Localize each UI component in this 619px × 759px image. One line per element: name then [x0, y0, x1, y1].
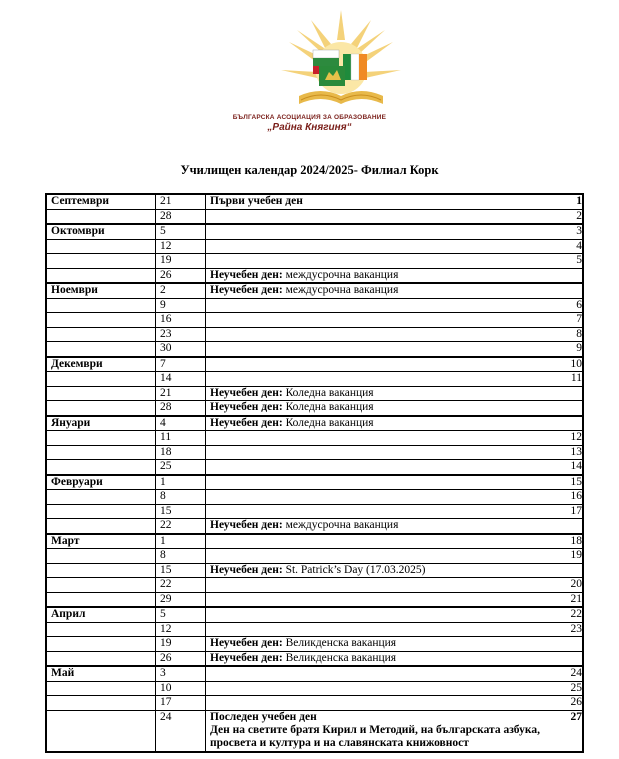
table-row — [46, 592, 583, 607]
month-cell — [46, 563, 156, 578]
note-cell — [206, 254, 584, 269]
day-cell: 12 — [156, 239, 206, 254]
table-row — [46, 504, 583, 519]
day-cell: 21 — [156, 386, 206, 401]
page-title: Училищен календар 2024/2025- Филиал Корк — [180, 163, 439, 177]
month-cell — [46, 681, 156, 696]
note-cell — [206, 475, 584, 490]
week-number: 19 — [570, 549, 582, 561]
note-text: междусрочна ваканция — [282, 519, 399, 531]
table-row — [46, 563, 583, 578]
note-cell — [206, 386, 584, 401]
note-label: Неучебен ден: — [210, 401, 283, 413]
day-cell: 17 — [156, 696, 206, 711]
table-row — [46, 386, 583, 401]
day-cell: 25 — [156, 460, 206, 475]
day-cell: 9 — [156, 298, 206, 313]
note-text: Великденска ваканция — [282, 651, 397, 664]
note-cell — [206, 490, 584, 505]
day-cell: 8 — [156, 549, 206, 564]
day-cell: 1 — [156, 475, 206, 490]
table-row — [46, 651, 583, 666]
note-cell — [206, 283, 584, 298]
day-cell: 14 — [156, 372, 206, 387]
day-cell: 22 — [156, 578, 206, 593]
week-number: 17 — [570, 504, 582, 517]
table-row — [46, 224, 583, 239]
month-cell — [46, 372, 156, 387]
month-cell: Април — [46, 607, 156, 622]
note-text: Коледна ваканция — [282, 401, 374, 413]
day-cell: 29 — [156, 592, 206, 607]
week-number: 21 — [570, 592, 582, 605]
table-row — [46, 372, 583, 387]
note-cell — [206, 578, 584, 593]
table-row — [46, 578, 583, 593]
month-cell — [46, 637, 156, 652]
org-name-line2: „Райна Княгиня“ — [267, 122, 352, 133]
month-cell — [46, 401, 156, 416]
table-row — [46, 298, 583, 313]
day-cell: 15 — [156, 563, 206, 578]
note-cell — [206, 637, 584, 652]
week-number: 16 — [570, 490, 582, 502]
day-cell: 22 — [156, 519, 206, 534]
note-label: Неучебен ден: — [210, 386, 283, 399]
week-number: 13 — [570, 445, 582, 458]
day-cell: 7 — [156, 357, 206, 372]
day-cell: 8 — [156, 490, 206, 505]
table-row — [46, 666, 583, 681]
note-cell — [206, 607, 584, 622]
month-cell — [46, 209, 156, 224]
month-cell — [46, 578, 156, 593]
month-cell — [46, 445, 156, 460]
week-number: 8 — [576, 327, 582, 340]
week-number: 9 — [576, 342, 582, 354]
table-row — [46, 401, 583, 416]
note-cell — [206, 651, 584, 666]
month-cell — [46, 268, 156, 283]
note-cell — [206, 298, 584, 313]
day-cell: 16 — [156, 313, 206, 328]
table-row — [46, 460, 583, 475]
month-cell — [46, 298, 156, 313]
note-label: Неучебен ден: — [210, 519, 283, 531]
last-day-line2: Ден на светите братя Кирил и Методий, на българската азбука, — [210, 723, 540, 736]
note-cell — [206, 342, 584, 357]
table-row — [46, 416, 583, 431]
week-number: 5 — [576, 254, 582, 266]
month-cell — [46, 342, 156, 357]
note-text: междусрочна ваканция — [282, 284, 399, 296]
week-number: 26 — [570, 696, 582, 708]
note-cell — [206, 666, 584, 681]
week-number: 2 — [576, 209, 582, 222]
day-cell: 2 — [156, 283, 206, 298]
table-row-last — [46, 710, 583, 752]
note-cell — [206, 268, 584, 283]
last-day-line3: просвета и култура и на славянската книжовност — [210, 736, 469, 749]
note-cell — [206, 372, 584, 387]
note-cell — [206, 696, 584, 711]
note-label: Неучебен ден: — [210, 651, 283, 664]
month-cell — [46, 592, 156, 607]
day-cell: 1 — [156, 534, 206, 549]
month-cell — [46, 696, 156, 711]
note-cell — [206, 194, 584, 209]
month-cell — [46, 490, 156, 505]
table-row — [46, 268, 583, 283]
day-cell: 24 — [156, 710, 206, 752]
month-cell: Ноември — [46, 283, 156, 298]
note-label: Неучебен ден: — [210, 416, 283, 429]
week-number: 24 — [570, 667, 582, 679]
day-cell: 12 — [156, 622, 206, 637]
table-row — [46, 327, 583, 342]
note-label: Неучебен ден: — [210, 268, 283, 281]
week-number: 11 — [570, 372, 582, 384]
table-row — [46, 239, 583, 254]
table-row — [46, 490, 583, 505]
day-cell: 30 — [156, 342, 206, 357]
day-cell: 11 — [156, 431, 206, 446]
table-row — [46, 313, 583, 328]
note-cell — [206, 431, 584, 446]
table-row — [46, 475, 583, 490]
day-cell: 21 — [156, 194, 206, 209]
month-cell — [46, 549, 156, 564]
week-number: 15 — [570, 475, 582, 488]
month-cell — [46, 651, 156, 666]
table-row — [46, 681, 583, 696]
note-cell — [206, 209, 584, 224]
note-cell — [206, 710, 584, 752]
month-cell — [46, 431, 156, 446]
month-cell — [46, 519, 156, 534]
note-cell — [206, 504, 584, 519]
week-number: 25 — [570, 681, 582, 694]
day-cell: 5 — [156, 224, 206, 239]
note-cell — [206, 460, 584, 475]
table-row — [46, 357, 583, 372]
week-number: 6 — [576, 298, 582, 311]
month-cell — [46, 460, 156, 475]
week-number: 22 — [570, 608, 582, 620]
note-cell — [206, 592, 584, 607]
note-cell — [206, 534, 584, 549]
day-cell: 26 — [156, 651, 206, 666]
note-text: Коледна ваканция — [282, 416, 374, 429]
day-cell: 3 — [156, 666, 206, 681]
week-number: 4 — [576, 239, 582, 252]
note-label: Неучебен ден: — [210, 563, 283, 576]
table-row — [46, 283, 583, 298]
month-cell — [46, 313, 156, 328]
school-calendar-table — [45, 193, 584, 753]
day-cell: 18 — [156, 445, 206, 460]
week-number: 7 — [576, 313, 582, 325]
note-cell — [206, 563, 584, 578]
day-cell: 15 — [156, 504, 206, 519]
note-cell — [206, 416, 584, 431]
note-text: Великденска ваканция — [282, 637, 397, 649]
week-number: 3 — [576, 225, 582, 237]
note-text: St. Patrick’s Day (17.03.2025) — [282, 563, 426, 576]
month-cell — [46, 622, 156, 637]
last-day-line1: Последен учебен ден — [210, 710, 317, 723]
week-number: 10 — [570, 357, 582, 370]
day-cell: 4 — [156, 416, 206, 431]
table-row — [46, 607, 583, 622]
week-number: 27 — [570, 710, 582, 723]
month-cell — [46, 386, 156, 401]
table-row — [46, 696, 583, 711]
table-row — [46, 445, 583, 460]
month-cell: Декември — [46, 357, 156, 372]
month-cell — [46, 710, 156, 752]
month-cell: Септември — [46, 194, 156, 209]
table-row — [46, 622, 583, 637]
week-number: 18 — [570, 534, 582, 547]
note-label: Неучебен ден: — [210, 637, 283, 649]
table-row — [46, 342, 583, 357]
table-row — [46, 194, 583, 209]
table-row — [46, 209, 583, 224]
week-number: 14 — [570, 460, 582, 472]
day-cell: 28 — [156, 401, 206, 416]
note-cell — [206, 549, 584, 564]
note-cell — [206, 519, 584, 534]
week-number: 12 — [570, 431, 582, 443]
note-cell — [206, 327, 584, 342]
day-cell: 19 — [156, 254, 206, 269]
month-cell: Октомври — [46, 224, 156, 239]
month-cell: Май — [46, 666, 156, 681]
month-cell: Февруари — [46, 475, 156, 490]
week-number: 1 — [576, 195, 582, 207]
note-cell — [206, 401, 584, 416]
note-cell — [206, 313, 584, 328]
table-row — [46, 637, 583, 652]
day-cell: 23 — [156, 327, 206, 342]
month-cell — [46, 327, 156, 342]
month-cell: Януари — [46, 416, 156, 431]
note-cell — [206, 445, 584, 460]
note-label: Първи учебен ден — [210, 195, 303, 207]
table-row — [46, 519, 583, 534]
note-text: Коледна ваканция — [282, 386, 374, 399]
day-cell: 19 — [156, 637, 206, 652]
week-number: 23 — [570, 622, 582, 635]
month-cell — [46, 239, 156, 254]
day-cell: 5 — [156, 607, 206, 622]
month-cell: Март — [46, 534, 156, 549]
table-row — [46, 534, 583, 549]
note-cell — [206, 239, 584, 254]
table-row — [46, 549, 583, 564]
note-cell — [206, 681, 584, 696]
day-cell: 26 — [156, 268, 206, 283]
note-cell — [206, 357, 584, 372]
month-cell — [46, 254, 156, 269]
day-cell: 10 — [156, 681, 206, 696]
week-number: 20 — [570, 578, 582, 590]
note-text: междусрочна ваканция — [282, 268, 399, 281]
month-cell — [46, 504, 156, 519]
table-row — [46, 431, 583, 446]
day-cell: 28 — [156, 209, 206, 224]
note-cell — [206, 622, 584, 637]
table-row — [46, 254, 583, 269]
note-cell — [206, 224, 584, 239]
org-name-line1: БЪЛГАРСКА АСОЦИАЦИЯ ЗА ОБРАЗОВАНИЕ — [232, 114, 387, 121]
note-label: Неучебен ден: — [210, 284, 283, 296]
